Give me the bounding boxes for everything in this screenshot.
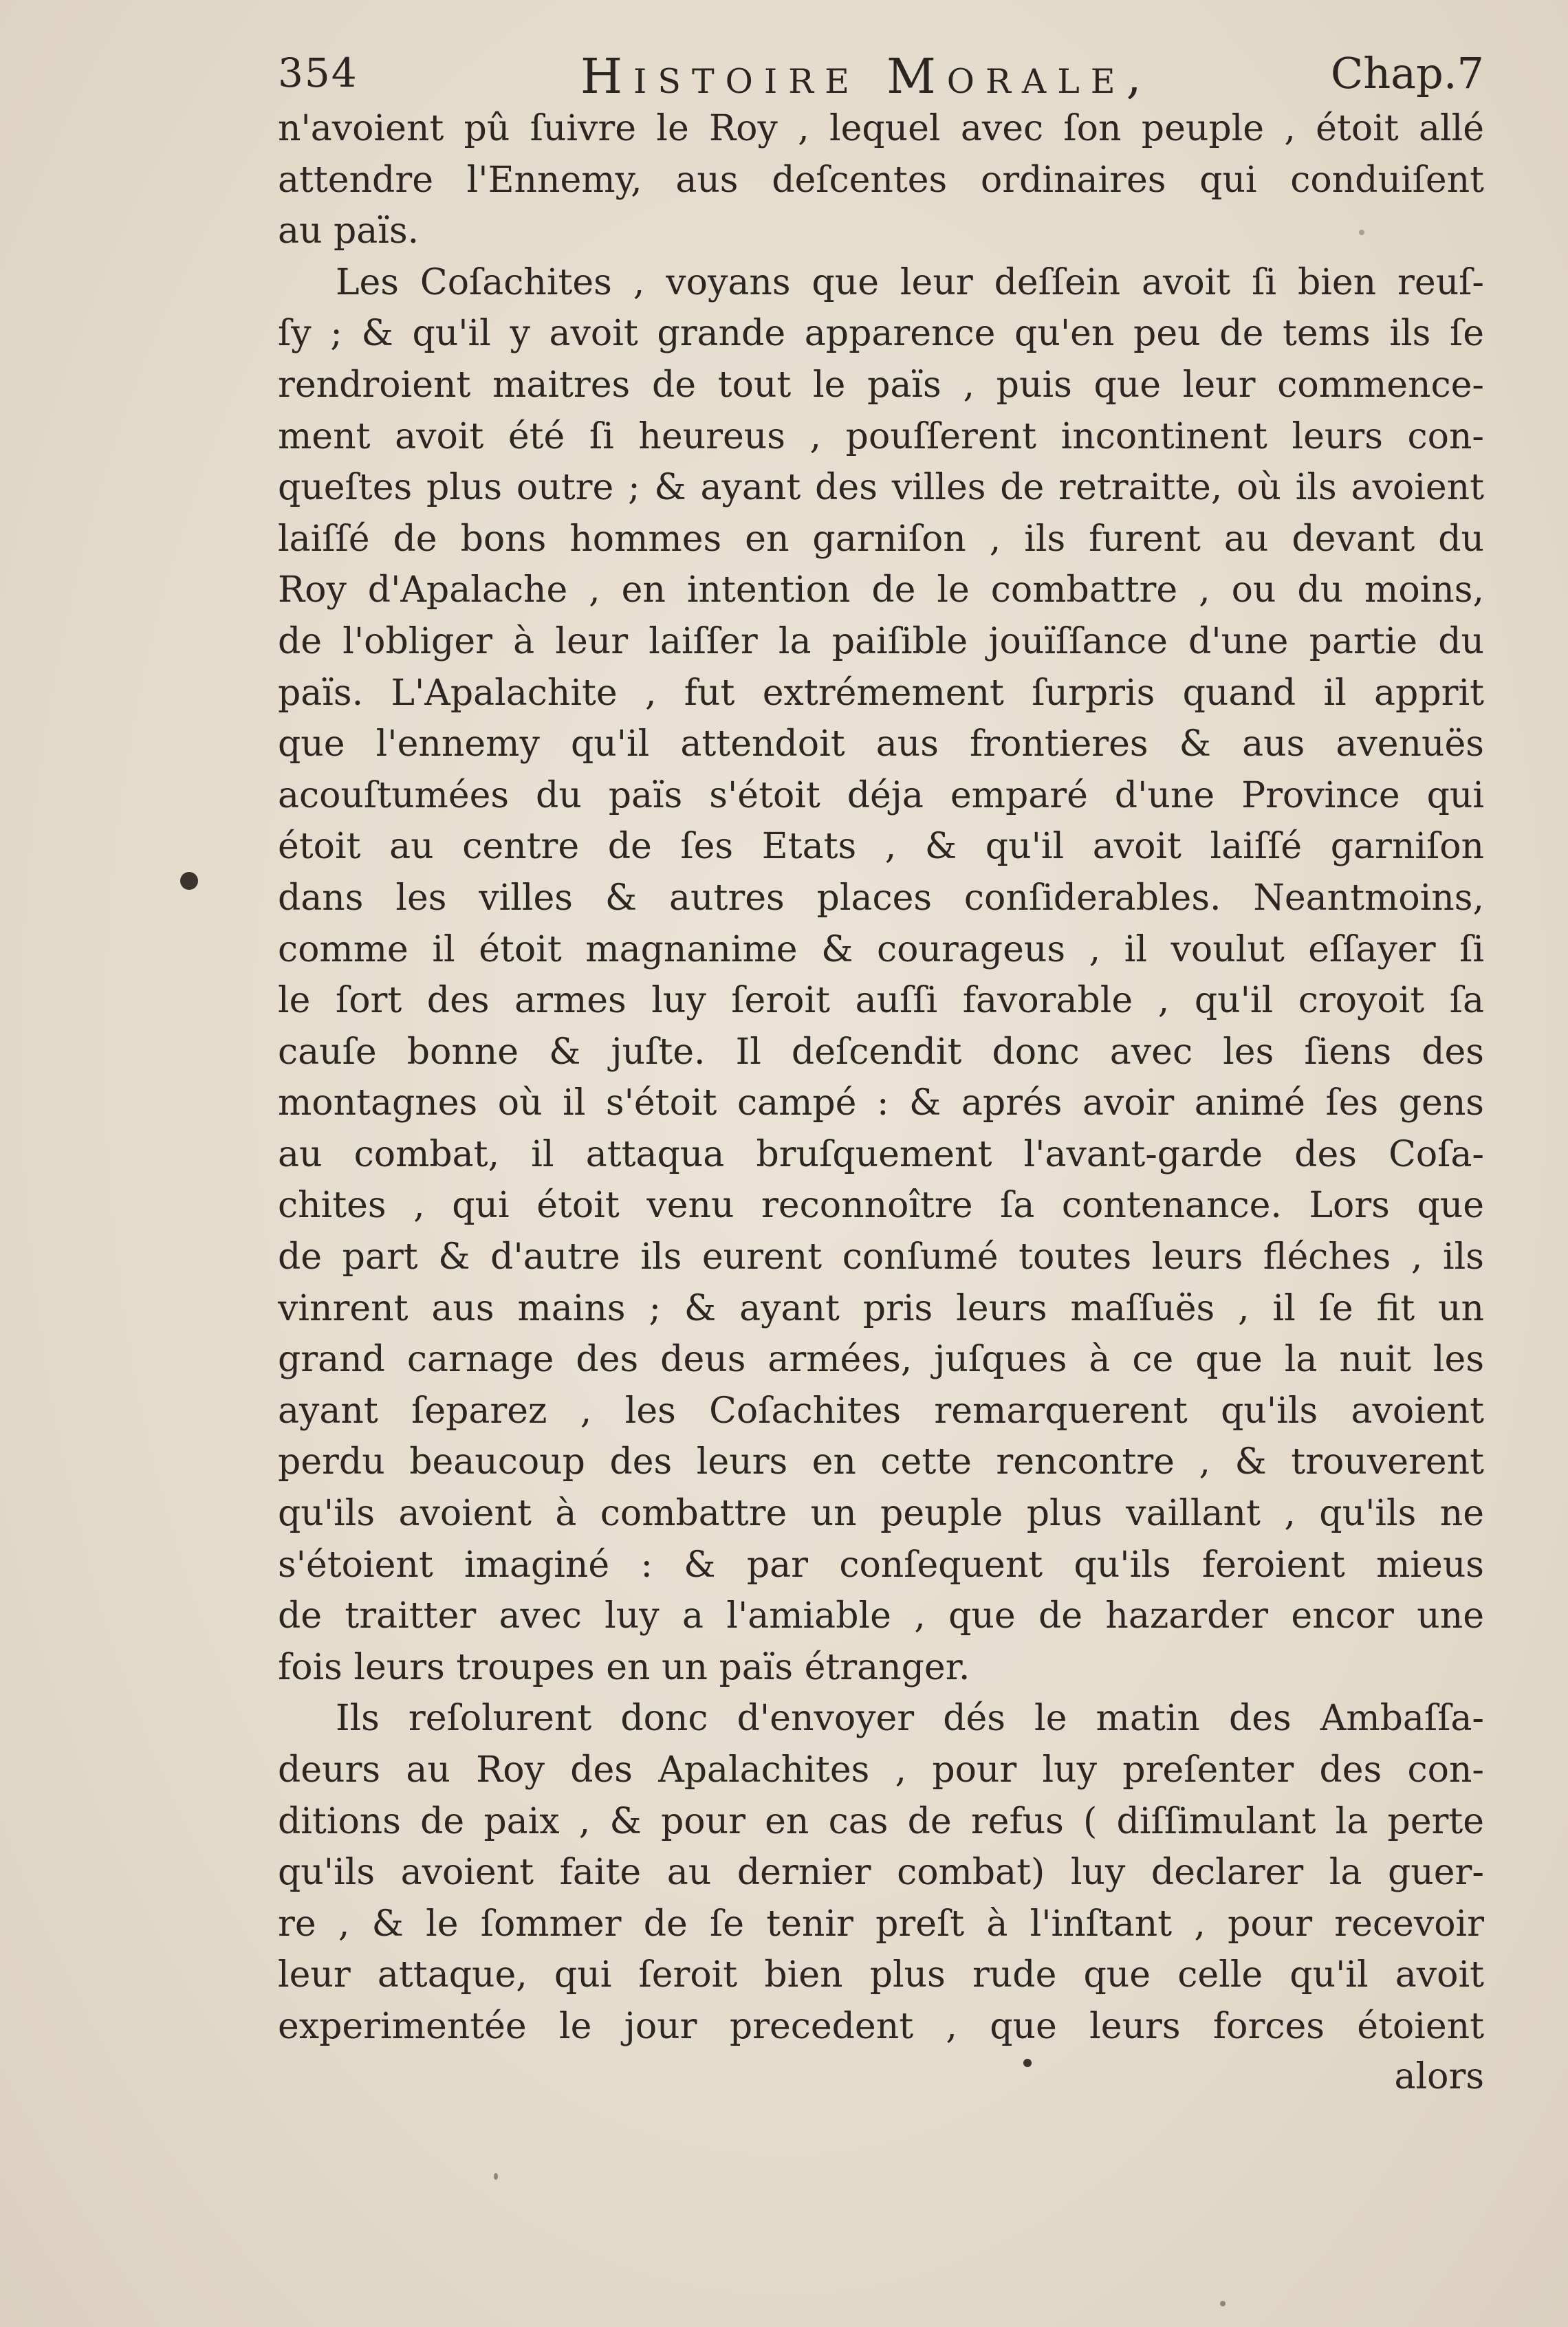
- text-line: ditions de paix , & pour en cas de refus ( diſſimulant la perte: [278, 1800, 1484, 1842]
- text-line: fois leurs troupes en un païs étranger.: [278, 1646, 970, 1688]
- text-line: re , & le ſommer de ſe tenir preſt à l'inſtant , pour recevoir: [278, 1903, 1484, 1945]
- ink-speck: [494, 2173, 498, 2180]
- text-line: qu'ils avoient faite au dernier combat) luy declarer la guer-: [278, 1852, 1484, 1894]
- text-line: au païs.: [278, 210, 420, 252]
- text-line: Ils reſolurent donc d'envoyer dés le matin des Ambaſſa-: [336, 1698, 1484, 1740]
- text-line: perdu beaucoup des leurs en cette rencontre , & trouverent: [278, 1441, 1484, 1483]
- text-line: de part & d'autre ils eurent conſumé toutes leurs fléches , ils: [278, 1236, 1484, 1278]
- text-line: que l'ennemy qu'il attendoit aus frontieres & aus avenuës: [278, 723, 1484, 765]
- text-line: s'étoient imaginé : & par conſequent qu'ils feroient mieus: [278, 1544, 1484, 1586]
- text-line: dans les villes & autres places conſiderables. Neantmoins,: [278, 877, 1484, 919]
- text-line: montagnes où il s'étoit campé : & aprés avoir animé ſes gens: [278, 1082, 1484, 1124]
- text-line: étoit au centre de ſes Etats , & qu'il avoit laiſſé garniſon: [278, 826, 1484, 868]
- ink-speck: [1220, 2301, 1226, 2306]
- running-header: [278, 43, 1484, 106]
- text-line: rendroient maitres de tout le païs , puis que leur commence-: [278, 364, 1484, 406]
- ink-speck: [1359, 230, 1364, 235]
- chapter-label: Chap.7: [1330, 48, 1484, 98]
- text-line: vinrent aus mains ; & ayant pris leurs maſſuës , il ſe fit un: [278, 1287, 1484, 1329]
- text-line: chites , qui étoit venu reconnoître ſa contenance. Lors que: [278, 1185, 1484, 1227]
- ink-speck: [180, 872, 198, 890]
- text-line: Les Coſachites , voyans que leur deſſein avoit ſi bien reuſ-: [336, 261, 1484, 303]
- paragraph-3: [278, 1693, 1484, 2052]
- text-line: ment avoit été ſi heureus , pouſſerent incontinent leurs con-: [278, 415, 1484, 457]
- text-line: de traitter avec luy a l'amiable , que de hazarder encor une: [278, 1595, 1484, 1637]
- text-line: Roy d'Apalache , en intention de le combattre , ou du moins,: [278, 569, 1484, 611]
- text-line: n'avoient pû ſuivre le Roy , lequel avec ſon peuple , étoit allé: [278, 108, 1484, 149]
- text-line: cauſe bonne & juſte. Il deſcendit donc avec les ſiens des: [278, 1031, 1484, 1073]
- paragraph-2: [278, 257, 1484, 1694]
- text-line: comme il étoit magnanime & courageus , il voulut eſſayer ſi: [278, 928, 1484, 970]
- ink-speck: [1023, 2059, 1032, 2067]
- text-line: de l'obliger à leur laiſſer la paiſible jouïſſance d'une partie du: [278, 620, 1484, 662]
- text-line: ſy ; & qu'il y avoit grande apparence qu'en peu de tems ils ſe: [278, 313, 1484, 355]
- text-line: qu'ils avoient à combattre un peuple plus vaillant , qu'ils ne: [278, 1493, 1484, 1535]
- paragraph-1: [278, 103, 1484, 257]
- text-line: experimentée le jour precedent , que leurs forces étoient: [278, 2005, 1484, 2047]
- running-title: Histoire Morale,: [580, 48, 1153, 105]
- text-line: leur attaque, qui ſeroit bien plus rude que celle qu'il avoit: [278, 1954, 1484, 1996]
- text-line: le ſort des armes luy ſeroit auſſi favorable , qu'il croyoit ſa: [278, 980, 1484, 1022]
- text-line: acouſtumées du païs s'étoit déja emparé d'une Province qui: [278, 774, 1484, 816]
- text-line: païs. L'Apalachite , fut extrémement ſurpris quand il apprit: [278, 672, 1484, 714]
- page-number: 354: [278, 50, 358, 96]
- text-line: grand carnage des deus armées, juſques à ce que la nuit les: [278, 1339, 1484, 1381]
- catchword: alors: [1394, 2056, 1484, 2097]
- text-line: attendre l'Ennemy, aus deſcentes ordinaires qui conduiſent: [278, 159, 1484, 201]
- text-line: ayant ſeparez , les Coſachites remarquerent qu'ils avoient: [278, 1390, 1484, 1432]
- text-line: deurs au Roy des Apalachites , pour luy preſenter des con-: [278, 1749, 1484, 1791]
- text-line: laiſſé de bons hommes en garniſon , ils furent au devant du: [278, 518, 1484, 560]
- body-text: [278, 103, 1484, 2053]
- text-line: au combat, il attaqua bruſquement l'avant-garde des Coſa-: [278, 1133, 1484, 1175]
- text-line: queſtes plus outre ; & ayant des villes de retraitte, où ils avoient: [278, 467, 1484, 509]
